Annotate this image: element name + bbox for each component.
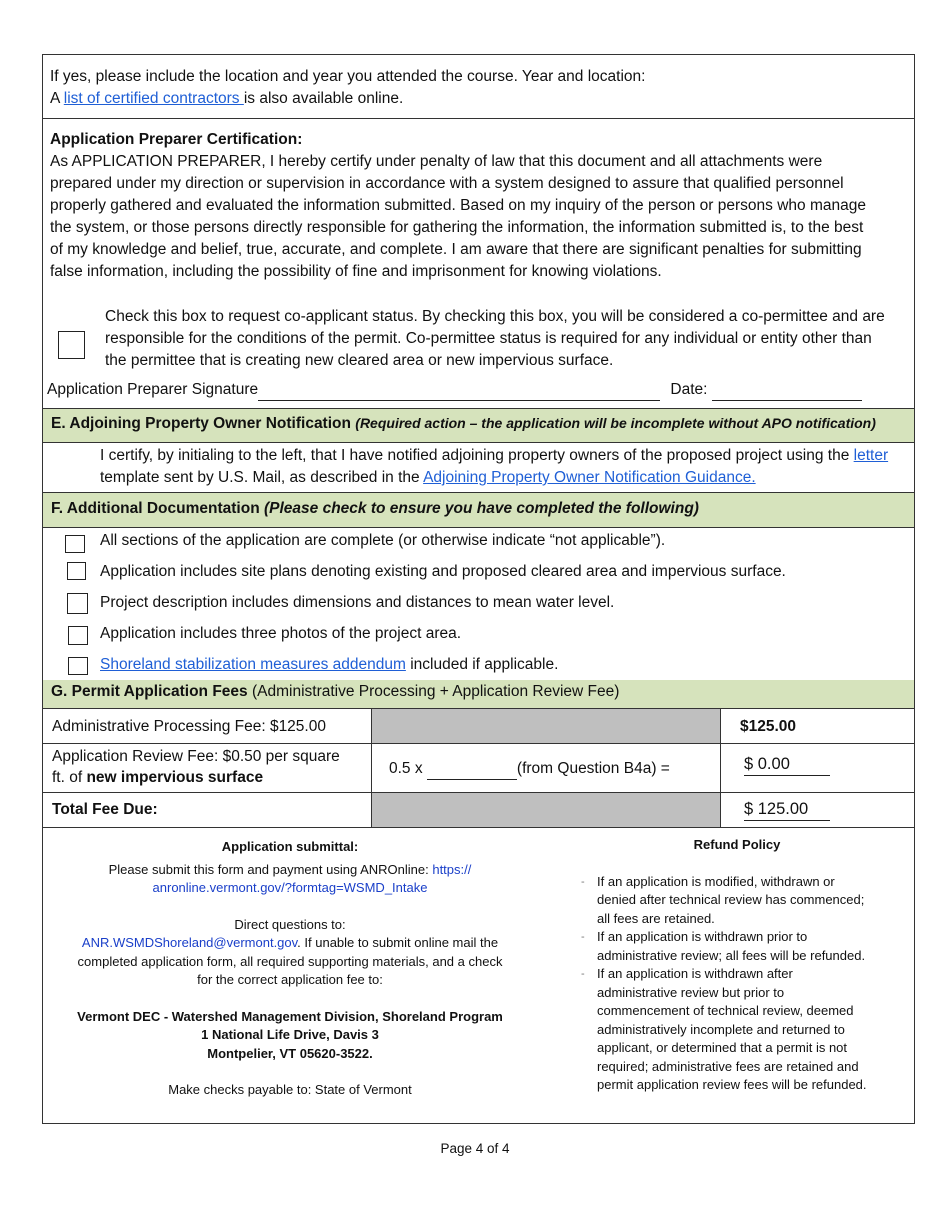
submittal-online-text: Please submit this form and payment using ANROnline: https:// anronline.vermont.gov/?formtag=WSMD_Intake — [108, 861, 472, 895]
course-location-box — [43, 55, 914, 118]
section-e-content: I certify, by initialing to the left, that I have notified adjoining property owners of the proposed project using the letter template sent by U.S. Mail, as described in the Adjoining Property Owner Notification Guidance. — [43, 442, 914, 492]
application-form — [42, 54, 915, 1124]
section-e-title: E. Adjoining Property Owner Notification — [51, 415, 351, 432]
review-fee-value[interactable]: $ 0.00 — [744, 753, 830, 776]
cell-divider — [720, 709, 721, 743]
review-fee-label: Application Review Fee: $0.50 per square ft. of new impervious surface — [52, 748, 340, 786]
anronline-link[interactable]: https:// — [432, 861, 472, 877]
cell-divider — [720, 744, 721, 792]
mail-instructions: for the correct application fee to: — [197, 972, 383, 987]
section-g-header — [43, 680, 914, 708]
preparer-certification — [43, 118, 914, 408]
checklist-checkbox[interactable] — [68, 657, 88, 675]
checklist-item: Application includes three photos of the project area. — [100, 625, 462, 642]
submittal-column — [51, 838, 529, 1100]
letter-template-link[interactable]: letter — [853, 447, 889, 464]
section-e-note: (Required action – the application will be incomplete without APO notification) — [355, 415, 876, 431]
email-line: ANR.WSMDShoreland@vermont.gov. If unable to submit online mail the — [81, 935, 499, 950]
submittal-heading: Application submittal: — [221, 839, 359, 854]
admin-fee-label: Administrative Processing Fee: $125.00 — [52, 718, 326, 735]
total-fee-gray-cell — [372, 793, 720, 827]
page-number: Page 4 of 4 — [440, 1141, 510, 1156]
review-fee-row — [43, 743, 914, 792]
cell-divider — [371, 793, 372, 827]
submittal-refund-section — [43, 827, 914, 1123]
certified-contractors-line: A list of certified contractors is also available online. — [50, 90, 404, 107]
checklist-item: Application includes site plans denoting existing and proposed cleared area and impervious surface. — [100, 563, 786, 580]
checklist-checkbox[interactable] — [67, 593, 88, 614]
checks-payable: Make checks payable to: State of Vermont — [168, 1082, 412, 1097]
refund-item: - If an application is withdrawn after administrative review but prior to commencement of technical review, deemed administratively incomplete and returned to applicant, or determined that a permit is not required; administrative fees are retained and permit application review fees will be refunded. — [597, 965, 903, 1095]
certified-contractors-link[interactable]: list of certified contractors — [63, 90, 244, 107]
stabilization-addendum-link[interactable]: Shoreland stabilization measures addendum — [100, 656, 406, 673]
checklist-item: Shoreland stabilization measures addendum included if applicable. — [100, 656, 559, 673]
refund-item: - If an application is modified, withdrawn or denied after technical review has commenced; all fees are retained. — [597, 873, 903, 929]
checklist-checkbox[interactable] — [68, 626, 88, 645]
coapplicant-text: Check this box to request co-applicant status. By checking this box, you will be considered a co-permittee and are responsible for the conditions of the permit. Co-permittee status is required for any individual or entity other than the permittee that is creating new cleared area or new impervious surface. — [105, 308, 885, 369]
impervious-sqft-field[interactable] — [427, 761, 517, 780]
direct-questions: Direct questions to: — [234, 916, 346, 932]
section-e-header — [43, 408, 914, 442]
refund-heading: Refund Policy — [693, 837, 781, 852]
checklist-item: All sections of the application are complete (or otherwise indicate “not applicable”). — [100, 532, 666, 549]
admin-fee-gray-cell — [372, 709, 720, 743]
cell-divider — [371, 709, 372, 743]
certification-body: As APPLICATION PREPARER, I hereby certify under penalty of law that this document and all attachments were prepared under my direction or supervision in accordance with a system designed to assure that qualified personnel properly gathered and evaluated the information submitted. Based on my inquiry of the person or persons who manage the system, or those persons directly responsible for gathering the information, the information submitted is, to the best of my knowledge and belief, true, accurate, and complete. I am aware that there are significant penalties for submitting false information, including the possibility of fine and imprisonment for knowing violations. — [50, 153, 866, 280]
refund-list — [583, 873, 903, 1095]
review-fee-calc: 0.5 x (from Question B4a) = — [389, 758, 670, 780]
section-g-title: G. Permit Application Fees — [51, 683, 248, 700]
apo-guidance-link[interactable]: Adjoining Property Owner Notification Guidance. — [423, 469, 756, 486]
section-f-note: (Please check to ensure you have completed the following) — [263, 500, 699, 517]
section-f-checklist — [43, 527, 914, 680]
certification-heading: Application Preparer Certification: — [50, 131, 303, 148]
section-g-note: (Administrative Processing + Application Review Fee) — [251, 683, 620, 700]
refund-column — [583, 836, 903, 1095]
cell-divider — [371, 744, 372, 792]
admin-fee-value: $125.00 — [740, 718, 797, 735]
date-field[interactable] — [712, 382, 862, 401]
total-fee-row — [43, 792, 914, 827]
total-fee-label: Total Fee Due: — [52, 801, 158, 818]
coapplicant-checkbox[interactable] — [58, 331, 85, 359]
section-f-title: F. Additional Documentation — [51, 500, 260, 517]
anronline-link[interactable]: anronline.vermont.gov/?formtag=WSMD_Intake — [152, 880, 428, 895]
signature-label: Application Preparer Signature — [47, 381, 259, 398]
date-label: Date: — [670, 381, 708, 398]
mailing-address: Vermont DEC - Watershed Management Division, Shoreland Program 1 National Life Drive, Davis 3 Montpelier, VT 05620-3522. — [77, 1008, 503, 1061]
signature-line — [47, 379, 862, 401]
course-location-prompt: If yes, please include the location and year you attended the course. Year and location: — [50, 68, 646, 85]
apo-certify-text: I certify, by initialing to the left, that I have notified adjoining property owners of the proposed project using the — [100, 447, 850, 464]
checklist-item: Project description includes dimensions and distances to mean water level. — [100, 594, 615, 611]
section-f-header — [43, 492, 914, 527]
cell-divider — [720, 793, 721, 827]
refund-item: - If an application is withdrawn prior to administrative review; all fees will be refunded. — [597, 928, 903, 965]
shoreland-email-link[interactable]: ANR.WSMDShoreland@vermont.gov — [81, 935, 298, 950]
admin-fee-row — [43, 708, 914, 743]
signature-field[interactable] — [258, 382, 660, 401]
checklist-checkbox[interactable] — [67, 562, 86, 580]
mail-instructions: completed application form, all required supporting materials, and a check — [77, 953, 503, 969]
total-fee-value: $ 125.00 — [744, 798, 830, 821]
checklist-checkbox[interactable] — [65, 535, 85, 553]
